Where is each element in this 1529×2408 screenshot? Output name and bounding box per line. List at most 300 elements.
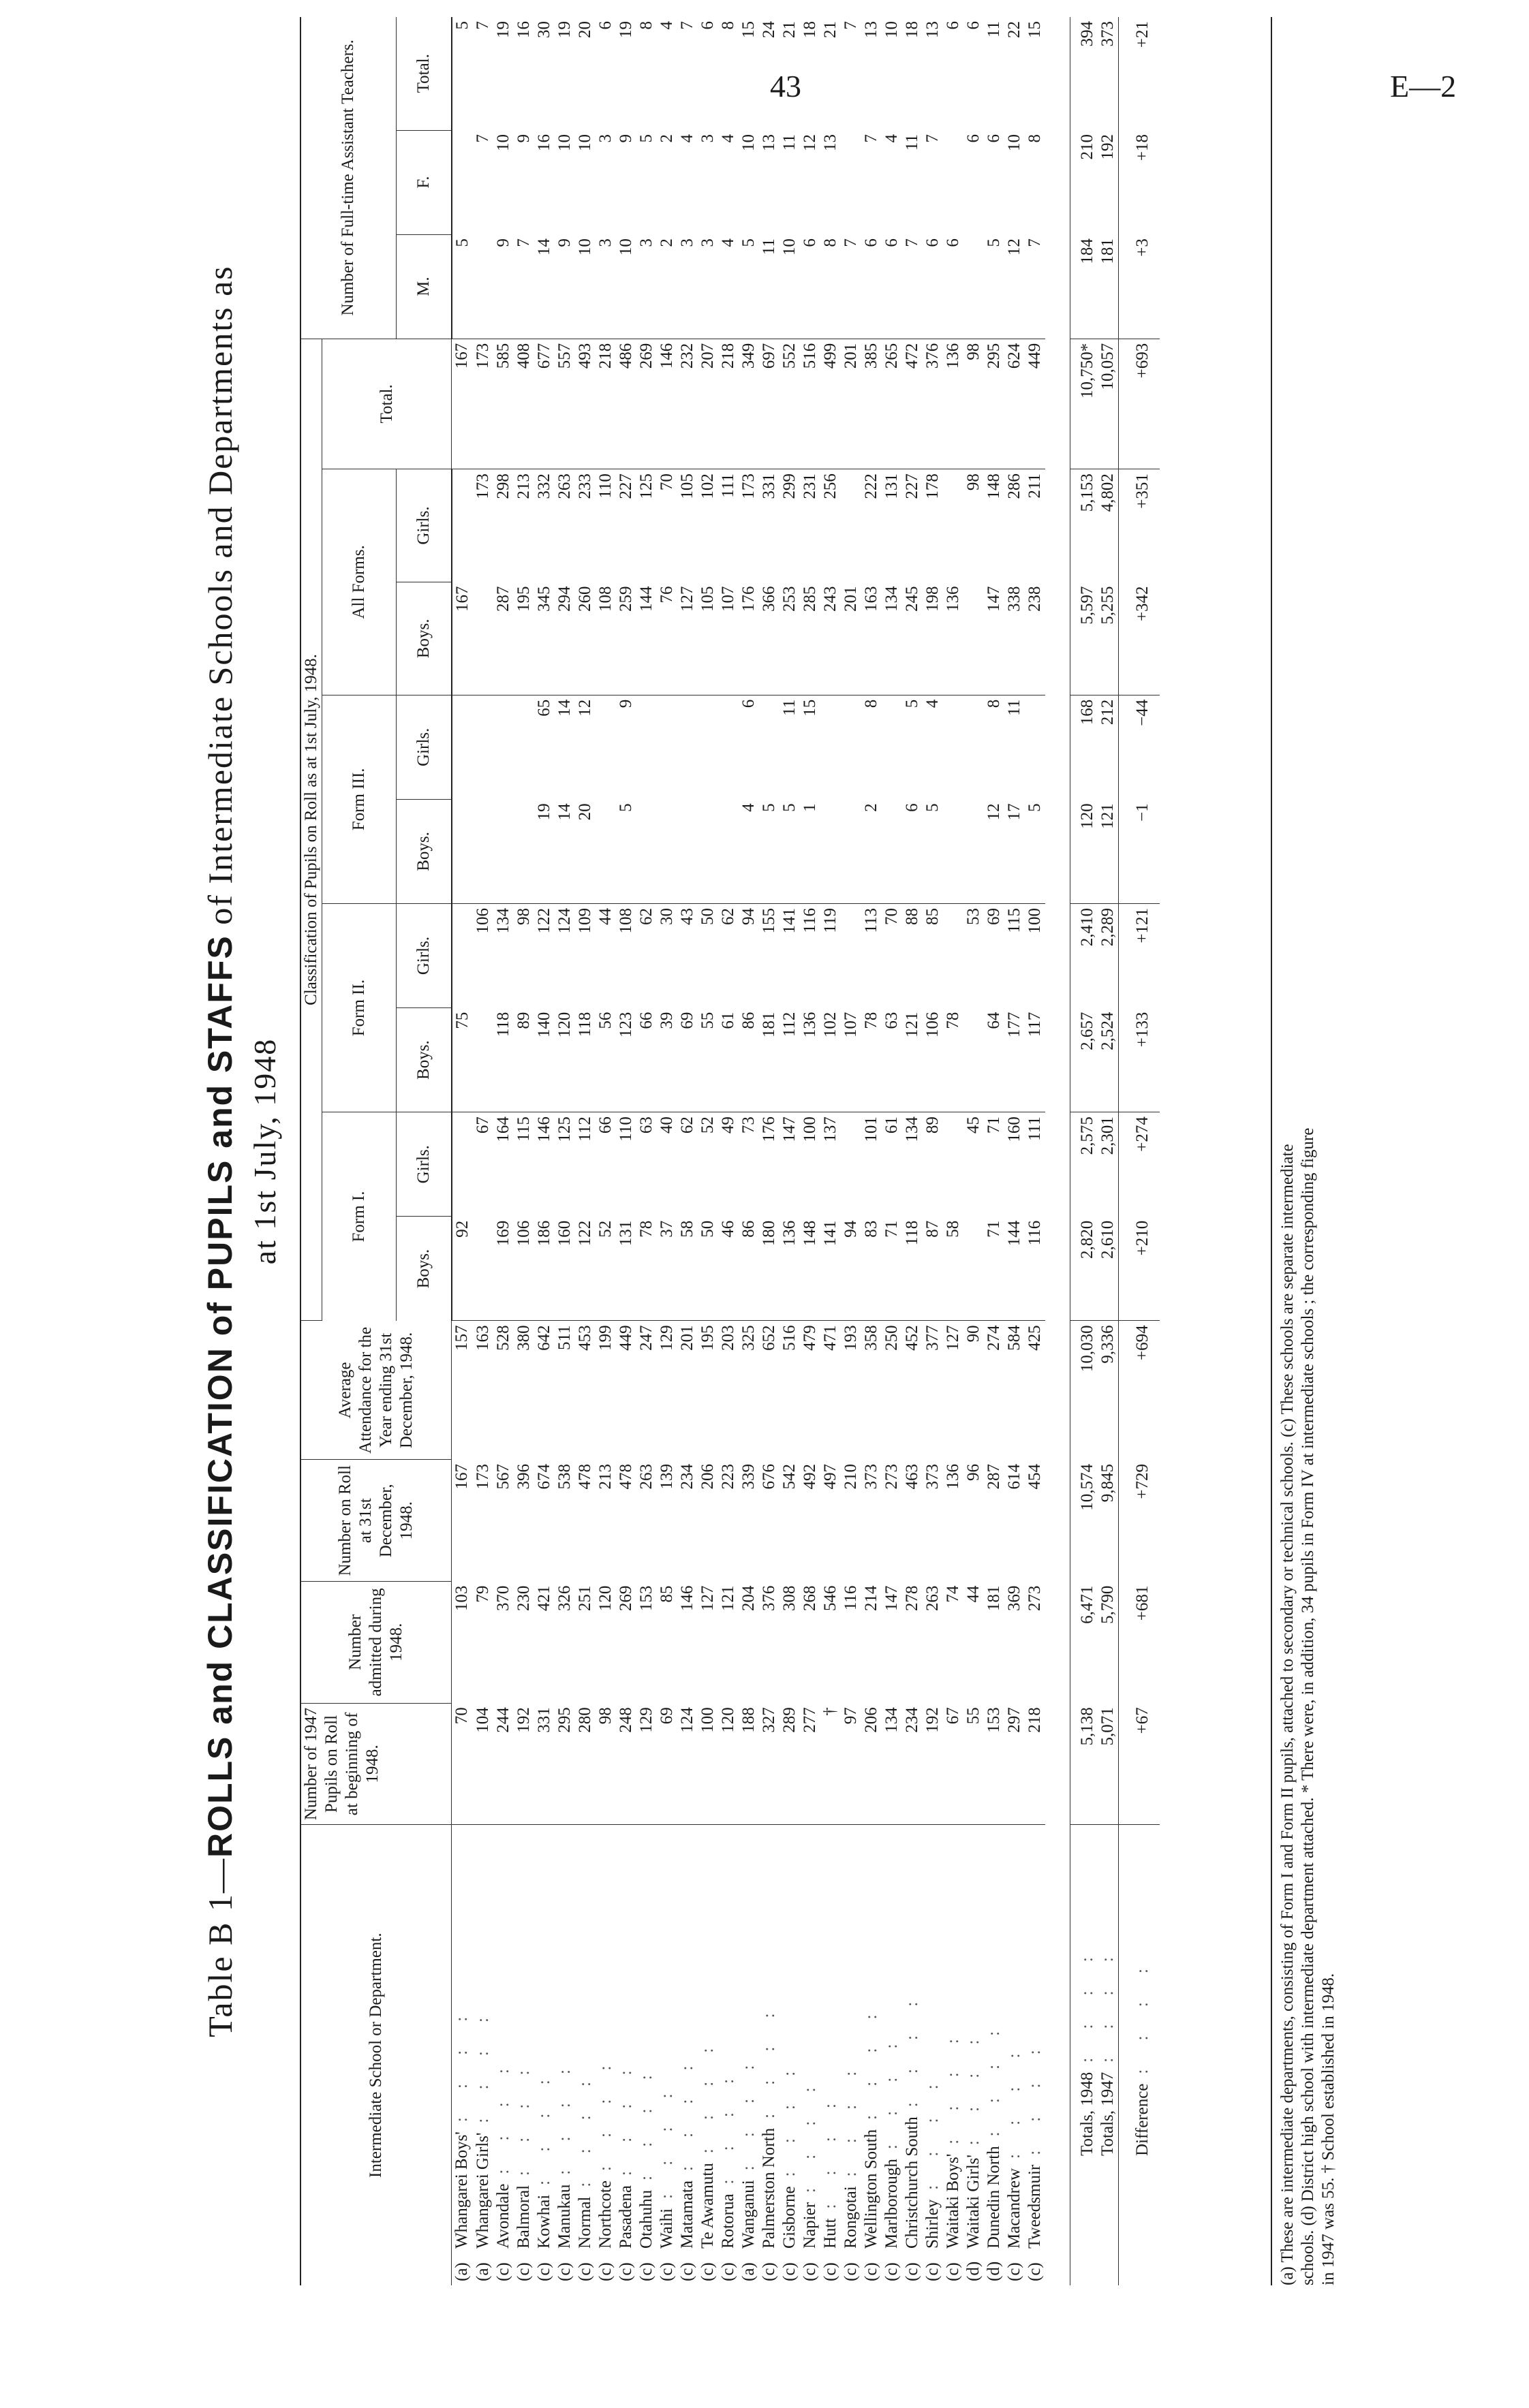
cell-f: 6 xyxy=(984,134,1003,143)
cell-admitted: 44 xyxy=(963,1585,983,1603)
cell-num1947: 280 xyxy=(575,1703,596,1825)
school-name-cell xyxy=(841,1825,861,2285)
cell-avg: 250 xyxy=(882,1325,901,1351)
cell-ag xyxy=(841,469,861,582)
cell-f3b: 12 xyxy=(984,799,1004,903)
cell-t: 13 xyxy=(923,21,942,38)
cell-f1g xyxy=(452,1112,473,1217)
totals-row xyxy=(1118,17,1160,2285)
cell-roll: 674 xyxy=(534,1463,553,1490)
cell-f3b: 17 xyxy=(1004,799,1025,903)
cell-f3b: 5 xyxy=(923,799,943,903)
cell-m: 6 xyxy=(882,234,902,339)
cell-avg: 195 xyxy=(698,1325,717,1351)
cell-tot: 624 xyxy=(1004,339,1025,469)
cell-tot: 349 xyxy=(739,339,759,469)
cell-ab: 201 xyxy=(841,582,861,695)
cell-admitted: 146 xyxy=(677,1585,696,1612)
col-roll-header: Number on Roll at 31st December, 1948. xyxy=(300,1460,452,1582)
cell-avg: 584 xyxy=(1004,1325,1023,1351)
cell-f2g: 30 xyxy=(657,907,676,925)
cell-t: 8 xyxy=(718,21,737,30)
leader-dots: : : : : xyxy=(841,2059,860,2177)
cell-f: 5 xyxy=(636,134,655,143)
f1-girls-header: Girls. xyxy=(396,1112,452,1217)
school-name: Marlborough xyxy=(882,2159,901,2249)
cell-f3b xyxy=(963,799,984,903)
cell-num1947: 5,138 xyxy=(1070,1703,1098,1825)
cell-f2b: 69 xyxy=(677,1008,698,1112)
cell-f3b: 121 xyxy=(1098,799,1119,903)
cell-f1g: 101 xyxy=(861,1116,880,1142)
cell-f: 10 xyxy=(555,134,574,152)
cell-f1b: 2,610 xyxy=(1098,1217,1119,1321)
cell-ag: 125 xyxy=(636,473,655,499)
f1-boys-header: Boys. xyxy=(396,1217,452,1321)
cell-avg: 193 xyxy=(841,1325,860,1351)
cell-f1b: 136 xyxy=(779,1217,800,1321)
cell-t: 18 xyxy=(902,21,921,38)
cell-t: 13 xyxy=(861,21,880,38)
table-body xyxy=(452,17,1160,2285)
school-name: Whangarei Boys' xyxy=(452,2131,472,2249)
cell-f3g: 168 xyxy=(1070,695,1098,799)
school-name: Balmoral xyxy=(514,2185,533,2249)
cell-f3b: 5 xyxy=(1025,799,1045,903)
col-school-header: Intermediate School or Department. xyxy=(300,1825,452,2285)
school-name: Rotorua xyxy=(718,2193,737,2249)
cell-roll: 10,574 xyxy=(1070,1460,1098,1582)
cell-f1b: 87 xyxy=(923,1217,943,1321)
cell-f2b: 177 xyxy=(1004,1008,1025,1112)
cell-avg: 9,336 xyxy=(1098,1325,1117,1364)
cell-f2b: 118 xyxy=(575,1008,596,1112)
cell-ab xyxy=(963,582,984,695)
cell-f2b: 78 xyxy=(861,1008,882,1112)
cell-m: 5 xyxy=(984,234,1004,339)
cell-ab xyxy=(473,582,493,695)
school-name-cell xyxy=(820,1825,841,2285)
f3-girls-header: Girls. xyxy=(396,695,452,799)
teachers-total-header: Total. xyxy=(396,17,452,130)
cell-f3b: 19 xyxy=(534,799,555,903)
cell-num1947: 70 xyxy=(452,1703,473,1825)
cell-f2g: 62 xyxy=(636,907,655,925)
cell-admitted: 326 xyxy=(555,1585,574,1612)
cell-f2g: 62 xyxy=(718,907,737,925)
cell-t: 8 xyxy=(636,21,655,30)
cell-tot: 449 xyxy=(1025,339,1045,469)
cell-t: 21 xyxy=(820,21,839,38)
school-name-cell xyxy=(1070,1825,1098,2285)
cell-avg: 642 xyxy=(534,1325,553,1351)
leader-dots: : : : : xyxy=(616,2058,635,2176)
cell-m: 5 xyxy=(739,234,759,339)
cell-ab: 243 xyxy=(820,582,841,695)
cell-num1947: 153 xyxy=(984,1703,1004,1825)
cell-f1g: 2,301 xyxy=(1098,1116,1117,1155)
school-name: Waihi xyxy=(657,2208,676,2249)
cell-f2g: 53 xyxy=(963,907,983,925)
cell-tot: 146 xyxy=(657,339,677,469)
all-girls-header: Girls. xyxy=(396,469,452,582)
cell-f2g: 85 xyxy=(923,907,942,925)
leader-dots: : : : : xyxy=(718,2066,737,2185)
table-row xyxy=(473,17,493,2285)
cell-f: 13 xyxy=(820,134,839,152)
cell-ab: 345 xyxy=(534,582,555,695)
cell-t: 11 xyxy=(984,21,1003,38)
cell-m: 181 xyxy=(1098,234,1119,339)
school-name: Dunedin North xyxy=(984,2146,1003,2249)
cell-f: 4 xyxy=(718,134,737,143)
school-name-cell xyxy=(616,1825,636,2285)
cell-tot: 552 xyxy=(779,339,800,469)
cell-roll: 492 xyxy=(800,1463,819,1490)
cell-ag: +351 xyxy=(1118,469,1160,582)
cell-f1b: 186 xyxy=(534,1217,555,1321)
cell-num1947: 277 xyxy=(800,1703,820,1825)
cell-f3g xyxy=(759,695,779,799)
school-type-mark: (c) xyxy=(800,2262,819,2281)
cell-f3g: 65 xyxy=(534,699,553,717)
school-name: Shirley xyxy=(923,2199,942,2249)
cell-f2b: +133 xyxy=(1118,1008,1160,1112)
col-num1947-header: Number of 1947 Pupils on Roll at beginning of 1948. xyxy=(300,1703,452,1825)
cell-f1b: 131 xyxy=(616,1217,636,1321)
cell-f3b xyxy=(514,799,534,903)
cell-f1b: 58 xyxy=(943,1217,963,1321)
cell-f: 4 xyxy=(882,134,901,143)
cell-f2g: 88 xyxy=(902,907,921,925)
leader-dots: : : : : xyxy=(902,1989,921,2108)
cell-admitted: 546 xyxy=(820,1585,839,1612)
leader-dots: : : : : xyxy=(1025,2037,1044,2155)
cell-ab: 5,255 xyxy=(1098,582,1119,695)
cell-ab: 294 xyxy=(555,582,575,695)
teachers-f-header: F. xyxy=(396,130,452,234)
totals-row xyxy=(1070,17,1098,2285)
cell-f3g: 14 xyxy=(555,699,574,717)
school-name: Waitaki Boys' xyxy=(943,2153,962,2249)
cell-ab: 245 xyxy=(902,582,923,695)
cell-num1947: 206 xyxy=(861,1703,882,1825)
cell-m: 11 xyxy=(759,234,779,339)
allforms-header: All Forms. xyxy=(322,469,397,695)
table-row xyxy=(739,17,759,2285)
cell-f3b: 120 xyxy=(1070,799,1098,903)
school-name: Whangarei Girls' xyxy=(473,2132,492,2249)
cell-f: 9 xyxy=(514,134,533,143)
cell-roll: 287 xyxy=(984,1463,1003,1490)
leader-dots: : : : : xyxy=(677,2053,696,2172)
cell-tot: +693 xyxy=(1118,339,1160,469)
cell-num1947: 104 xyxy=(473,1703,493,1825)
cell-f1b: 86 xyxy=(739,1217,759,1321)
cell-tot: 201 xyxy=(841,339,861,469)
cell-f1b xyxy=(963,1217,984,1321)
cell-m: 7 xyxy=(514,234,534,339)
cell-f3g: 11 xyxy=(1004,699,1023,716)
cell-f1g: 147 xyxy=(779,1116,799,1142)
leader-dots: : : : : xyxy=(493,2057,512,2174)
school-type-mark: (c) xyxy=(698,2262,717,2281)
school-type-mark: (c) xyxy=(657,2262,676,2281)
school-name-cell xyxy=(943,1825,963,2285)
all-boys-header: Boys. xyxy=(396,582,452,695)
cell-num1947: 129 xyxy=(636,1703,657,1825)
cell-f1b: 83 xyxy=(861,1217,882,1321)
cell-f: 4 xyxy=(677,134,696,143)
cell-ab: 176 xyxy=(739,582,759,695)
cell-tot: 385 xyxy=(861,339,882,469)
cell-f1g: 164 xyxy=(493,1116,512,1142)
cell-m: 184 xyxy=(1070,234,1098,339)
cell-roll: 223 xyxy=(718,1463,737,1490)
cell-f2b: 106 xyxy=(923,1008,943,1112)
cell-m xyxy=(473,234,493,339)
cell-ag: 98 xyxy=(963,473,983,491)
cell-f2g: 122 xyxy=(534,907,553,934)
cell-num1947: 218 xyxy=(1025,1703,1045,1825)
cell-num1947: 234 xyxy=(902,1703,923,1825)
cell-roll: 136 xyxy=(943,1463,962,1490)
cell-f2g: 2,289 xyxy=(1098,907,1117,947)
cell-f1g: 125 xyxy=(555,1116,574,1142)
table-row xyxy=(841,17,861,2285)
leader-dots: : : : : xyxy=(1004,2041,1023,2159)
cell-f2b: 2,657 xyxy=(1070,1008,1098,1112)
cell-tot: 98 xyxy=(963,339,984,469)
cell-f: 10 xyxy=(739,134,758,152)
cell-f3g xyxy=(943,695,963,799)
cell-ag: 102 xyxy=(698,473,717,499)
cell-f1g: 63 xyxy=(636,1116,655,1134)
cell-ab: 338 xyxy=(1004,582,1025,695)
cell-f: 10 xyxy=(493,134,512,152)
school-type-mark: (c) xyxy=(882,2262,901,2281)
cell-admitted: 251 xyxy=(575,1585,594,1612)
cell-m: 4 xyxy=(718,234,739,339)
cell-f2g: 69 xyxy=(984,907,1003,925)
leader-dots: : : : : xyxy=(1098,1945,1117,2063)
cell-ag: 286 xyxy=(1004,473,1023,499)
cell-admitted: 153 xyxy=(636,1585,655,1612)
cell-tot: 499 xyxy=(820,339,841,469)
cell-f1g: 89 xyxy=(923,1116,942,1134)
cell-ag: 332 xyxy=(534,473,553,499)
cell-f1g: +274 xyxy=(1118,1112,1160,1217)
cell-avg: 199 xyxy=(596,1325,615,1351)
cell-f: 210 xyxy=(1070,130,1098,234)
cell-f3g xyxy=(1025,695,1045,799)
cell-f3b: 5 xyxy=(779,799,800,903)
cell-ab: 195 xyxy=(514,582,534,695)
cell-f: 6 xyxy=(963,134,983,143)
cell-roll: 676 xyxy=(759,1463,778,1490)
cell-avg: 516 xyxy=(779,1325,799,1351)
cell-f1g: 146 xyxy=(534,1116,553,1142)
leader-dots: : : : : xyxy=(882,2031,901,2150)
cell-admitted: 273 xyxy=(1025,1585,1044,1612)
cell-f2b: 107 xyxy=(841,1008,861,1112)
cell-f2g xyxy=(943,903,963,1007)
cell-admitted: 278 xyxy=(902,1585,921,1612)
cell-tot: 232 xyxy=(677,339,698,469)
title-line2: at 1st July, 1948 xyxy=(247,1037,282,1265)
cell-f3g xyxy=(657,695,677,799)
school-type-mark: (c) xyxy=(493,2262,512,2281)
cell-m: 3 xyxy=(698,234,718,339)
cell-t: 15 xyxy=(1025,21,1044,38)
table-row xyxy=(555,17,575,2285)
table-row xyxy=(677,17,698,2285)
cell-f1b: 116 xyxy=(1025,1217,1045,1321)
school-name-cell xyxy=(636,1825,657,2285)
school-type-mark: (c) xyxy=(923,2262,942,2281)
cell-admitted: 121 xyxy=(718,1585,737,1612)
school-type-mark: (c) xyxy=(718,2262,737,2281)
cell-m: 3 xyxy=(596,234,616,339)
cell-tot: 516 xyxy=(800,339,820,469)
classification-header: Classification of Pupils on Roll as at 1st July, 1948. xyxy=(300,339,322,1321)
cell-ag: 331 xyxy=(759,473,778,499)
cell-ag: 178 xyxy=(923,473,942,499)
leader-dots: : : : : xyxy=(596,2053,615,2172)
school-name-cell xyxy=(677,1825,698,2285)
school-name: Napier xyxy=(800,2202,819,2249)
school-name-cell xyxy=(1004,1825,1025,2285)
cell-f2g: +121 xyxy=(1118,903,1160,1007)
cell-f2b: 123 xyxy=(616,1008,636,1112)
cell-f1g: 176 xyxy=(759,1116,778,1142)
cell-ab: +342 xyxy=(1118,582,1160,695)
school-type-mark: (a) xyxy=(452,2262,472,2281)
cell-f2b: 120 xyxy=(555,1008,575,1112)
leader-dots: : : : : xyxy=(779,2059,799,2177)
school-type-mark: (c) xyxy=(1004,2262,1023,2281)
cell-f2b xyxy=(963,1008,984,1112)
school-name: Manukau xyxy=(555,2184,574,2249)
cell-t: +21 xyxy=(1118,17,1160,130)
cell-tot: 167 xyxy=(452,339,473,469)
table-row xyxy=(534,17,555,2285)
cell-tot: 585 xyxy=(493,339,514,469)
cell-ag: 110 xyxy=(596,473,615,499)
cell-tot: 486 xyxy=(616,339,636,469)
school-name-cell xyxy=(800,1825,820,2285)
cell-f3g xyxy=(514,695,534,799)
cell-ab: 105 xyxy=(698,582,718,695)
school-type-mark: (c) xyxy=(841,2262,860,2281)
cell-m: +3 xyxy=(1118,234,1160,339)
cell-f3b xyxy=(493,799,514,903)
cell-num1947: 55 xyxy=(963,1703,984,1825)
school-name-cell xyxy=(1025,1825,1045,2285)
cell-roll: +729 xyxy=(1118,1460,1160,1582)
cell-f1g: 100 xyxy=(800,1116,819,1142)
cell-tot: 493 xyxy=(575,339,596,469)
cell-num1947: 97 xyxy=(841,1703,861,1825)
cell-f2g: 109 xyxy=(575,907,594,934)
cell-f3g xyxy=(841,695,861,799)
cell-m: 14 xyxy=(534,234,555,339)
cell-roll: 234 xyxy=(677,1463,696,1490)
cell-f2g: 2,410 xyxy=(1070,903,1098,1007)
cell-avg: 425 xyxy=(1025,1325,1044,1351)
title-prefix: Table B 1— xyxy=(201,1858,239,2037)
cell-f3g: 8 xyxy=(861,699,880,708)
cell-admitted: 268 xyxy=(800,1585,819,1612)
cell-admitted: 181 xyxy=(984,1585,1003,1612)
col-avg-header: Average Attendance for the Year ending 31st December, 1948. xyxy=(300,1321,452,1460)
cell-admitted: 103 xyxy=(452,1585,472,1612)
cell-num1947: 297 xyxy=(1004,1703,1025,1825)
school-name-cell xyxy=(473,1825,493,2285)
cell-f3b xyxy=(820,799,841,903)
cell-m: 9 xyxy=(493,234,514,339)
cell-f1b: 160 xyxy=(555,1217,575,1321)
table-title xyxy=(198,17,288,2285)
cell-admitted: 120 xyxy=(596,1585,615,1612)
table-row xyxy=(616,17,636,2285)
school-name-cell xyxy=(452,1825,473,2285)
cell-num1947: 248 xyxy=(616,1703,636,1825)
totals-row xyxy=(1098,17,1119,2285)
cell-f1b: 92 xyxy=(452,1217,473,1321)
cell-f2b: 63 xyxy=(882,1008,902,1112)
cell-ab: 108 xyxy=(596,582,616,695)
cell-ab: 134 xyxy=(882,582,902,695)
cell-num1947: 134 xyxy=(882,1703,902,1825)
leader-dots: : : : : xyxy=(473,2005,492,2123)
cell-f3b xyxy=(657,799,677,903)
cell-f: 7 xyxy=(923,134,942,143)
cell-f2b: 2,524 xyxy=(1098,1008,1119,1112)
cell-roll: 213 xyxy=(596,1463,615,1490)
cell-tot: 472 xyxy=(902,339,923,469)
cell-f2g: 106 xyxy=(473,907,492,934)
cell-roll: 538 xyxy=(555,1463,574,1490)
cell-m xyxy=(963,234,984,339)
cell-ag: 211 xyxy=(1025,473,1044,499)
cell-t: 4 xyxy=(657,21,676,30)
cell-ag: 173 xyxy=(473,473,492,499)
table-row xyxy=(759,17,779,2285)
cell-roll: 210 xyxy=(841,1463,860,1490)
cell-tot: 265 xyxy=(882,339,902,469)
cell-admitted: 6,471 xyxy=(1070,1582,1098,1704)
cell-ab: 5,597 xyxy=(1070,582,1098,695)
cell-roll: 173 xyxy=(473,1463,492,1490)
section-code: E—2 xyxy=(1390,69,1457,104)
school-type-mark: (c) xyxy=(902,2262,921,2281)
cell-roll: 542 xyxy=(779,1463,799,1490)
cell-avg: 380 xyxy=(514,1325,533,1351)
totals-label: Totals, 1947 xyxy=(1098,2071,1117,2156)
cell-avg: 10,030 xyxy=(1070,1321,1098,1460)
cell-f1b: 141 xyxy=(820,1217,841,1321)
cell-admitted: 369 xyxy=(1004,1585,1023,1612)
cell-ag: 105 xyxy=(677,473,696,499)
school-type-mark: (c) xyxy=(636,2262,655,2281)
cell-num1947: 188 xyxy=(739,1703,759,1825)
cell-f3g xyxy=(882,695,902,799)
cell-f: 7 xyxy=(861,134,880,143)
cell-f1b: 58 xyxy=(677,1217,698,1321)
cell-f1b: 148 xyxy=(800,1217,820,1321)
cell-num1947: 289 xyxy=(779,1703,800,1825)
